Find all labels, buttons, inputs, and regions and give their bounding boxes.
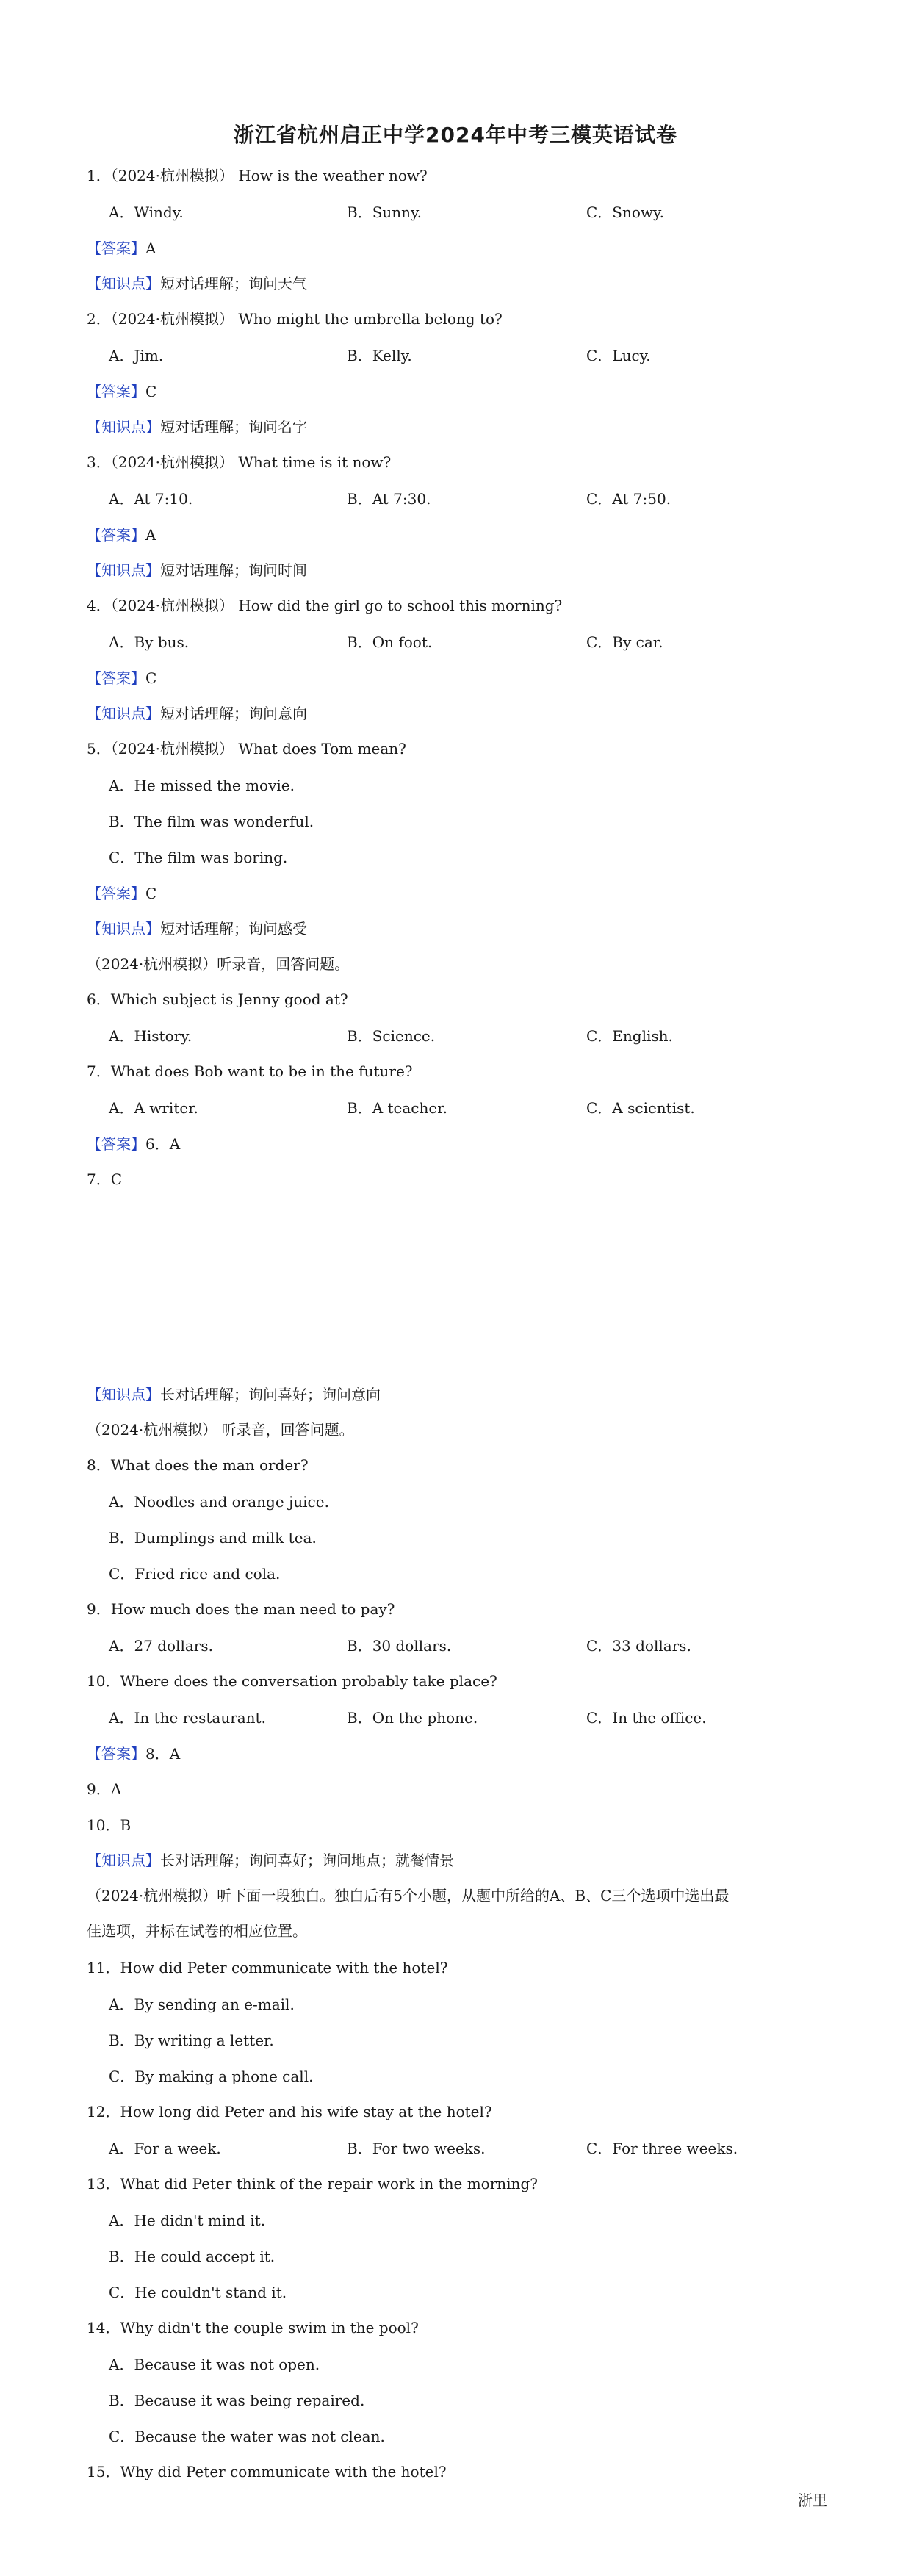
question-13-option-a: A．He didn't mind it.	[109, 2212, 266, 2229]
knowledge-tag: 【知识点】	[87, 561, 160, 579]
knowledge-tag: 【知识点】	[87, 418, 160, 436]
question-5-knowledge	[87, 919, 307, 938]
group-6-7-knowledge	[87, 1385, 381, 1404]
group-8-10-answer	[87, 1744, 180, 1763]
answer-value: C	[145, 383, 157, 400]
knowledge-value: 短对话理解；询问意向	[160, 705, 307, 722]
question-5-option-b: B．The film was wonderful.	[109, 813, 314, 830]
question-3-stem: 3．（2024·杭州模拟） What time is it now?	[87, 453, 392, 471]
question-14-option-c: C．Because the water was not clean.	[109, 2428, 385, 2445]
knowledge-tag: 【知识点】	[87, 705, 160, 722]
knowledge-tag: 【知识点】	[87, 1852, 160, 1869]
question-12-stem: 12．How long did Peter and his wife stay at the hotel?	[87, 2103, 492, 2120]
answer-tag: 【答案】	[87, 669, 145, 687]
answer-value: A	[145, 526, 156, 544]
question-11-option-b: B．By writing a letter.	[109, 2032, 274, 2049]
question-7-option-c: C．A scientist.	[586, 1099, 695, 1117]
question-4-option-c: C．By car.	[586, 633, 663, 651]
knowledge-value: 短对话理解；询问名字	[160, 418, 307, 436]
question-3-option-a: A．At 7:10.	[109, 490, 193, 508]
question-8-option-c: C．Fried rice and cola.	[109, 1565, 281, 1583]
question-2-option-b: B．Kelly.	[347, 347, 412, 364]
question-12-option-a: A．For a week.	[109, 2140, 221, 2157]
knowledge-value: 短对话理解；询问时间	[160, 561, 307, 579]
question-7-option-a: A．A writer.	[109, 1099, 198, 1117]
knowledge-value: 短对话理解；询问天气	[160, 275, 307, 292]
knowledge-tag: 【知识点】	[87, 1386, 160, 1403]
question-1-option-a: A．Windy.	[109, 204, 184, 221]
question-2-option-a: A．Jim.	[109, 347, 164, 364]
question-4-answer	[87, 669, 156, 688]
group-8-10-knowledge	[87, 1851, 454, 1870]
group-6-7-answer-2: 7．C	[87, 1170, 123, 1188]
question-6-option-a: A．History.	[109, 1027, 192, 1045]
question-11-option-a: A．By sending an e-mail.	[109, 1996, 295, 2013]
group-8-10-intro: （2024·杭州模拟） 听录音，回答问题。	[87, 1421, 354, 1439]
question-1-answer	[87, 239, 156, 258]
answer-value: A	[145, 240, 156, 257]
question-3-answer	[87, 525, 156, 544]
question-11-stem: 11．How did Peter communicate with the hotel?	[87, 1959, 448, 1976]
question-10-stem: 10．Where does the conversation probably take place?	[87, 1672, 497, 1690]
question-5-answer	[87, 884, 156, 903]
knowledge-value: 长对话理解；询问喜好；询问意向	[160, 1386, 381, 1403]
question-6-option-b: B．Science.	[347, 1027, 436, 1045]
question-8-option-a: A．Noodles and orange juice.	[109, 1493, 329, 1511]
answer-value: 6．A	[145, 1135, 181, 1153]
question-14-option-a: A．Because it was not open.	[109, 2356, 320, 2373]
question-8-option-b: B．Dumplings and milk tea.	[109, 1529, 317, 1547]
group-11-15-intro-line-2: 佳选项，并标在试卷的相应位置。	[87, 1922, 307, 1940]
question-9-option-b: B．30 dollars.	[347, 1637, 452, 1655]
question-1-option-b: B．Sunny.	[347, 204, 422, 221]
question-4-option-a: A．By bus.	[109, 633, 190, 651]
group-6-7-intro: （2024·杭州模拟）听录音，回答问题。	[87, 955, 350, 973]
group-11-15-intro-line-1: （2024·杭州模拟）听下面一段独白。独白后有5个小题，从题中所给的A、B、C三个选项中选出最	[87, 1887, 730, 1904]
group-8-10-answer-3: 10．B	[87, 1816, 132, 1834]
question-10-option-b: B．On the phone.	[347, 1709, 478, 1727]
question-2-option-c: C．Lucy.	[586, 347, 651, 364]
question-12-option-b: B．For two weeks.	[347, 2140, 486, 2157]
question-9-option-a: A．27 dollars.	[109, 1637, 213, 1655]
answer-value: C	[145, 885, 157, 902]
knowledge-value: 短对话理解；询问感受	[160, 920, 307, 938]
answer-value: C	[145, 669, 157, 687]
question-2-answer	[87, 382, 156, 401]
answer-tag: 【答案】	[87, 1135, 145, 1153]
question-7-stem: 7．What does Bob want to be in the future?	[87, 1062, 413, 1080]
answer-value: 8．A	[145, 1745, 181, 1763]
answer-tag: 【答案】	[87, 526, 145, 544]
question-6-stem: 6．Which subject is Jenny good at?	[87, 990, 348, 1008]
question-1-option-c: C．Snowy.	[586, 204, 665, 221]
page-footer: 浙里	[798, 2492, 827, 2509]
question-2-knowledge	[87, 417, 307, 436]
knowledge-tag: 【知识点】	[87, 920, 160, 938]
knowledge-tag: 【知识点】	[87, 275, 160, 292]
question-15-stem: 15．Why did Peter communicate with the hotel?	[87, 2463, 447, 2480]
answer-tag: 【答案】	[87, 240, 145, 257]
answer-tag: 【答案】	[87, 1745, 145, 1763]
question-10-option-a: A．In the restaurant.	[109, 1709, 266, 1727]
answer-tag: 【答案】	[87, 885, 145, 902]
question-3-knowledge	[87, 561, 307, 580]
knowledge-value: 长对话理解；询问喜好；询问地点；就餐情景	[160, 1852, 454, 1869]
question-3-option-c: C．At 7:50.	[586, 490, 671, 508]
question-9-option-c: C．33 dollars.	[586, 1637, 691, 1655]
question-3-option-b: B．At 7:30.	[347, 490, 431, 508]
question-9-stem: 9．How much does the man need to pay?	[87, 1600, 395, 1618]
question-12-option-c: C．For three weeks.	[586, 2140, 738, 2157]
question-2-stem: 2．（2024·杭州模拟） Who might the umbrella belong to?	[87, 310, 503, 328]
question-1-knowledge	[87, 274, 307, 293]
question-13-stem: 13．What did Peter think of the repair work in the morning?	[87, 2175, 538, 2192]
group-8-10-answer-2: 9．A	[87, 1780, 122, 1798]
question-14-option-b: B．Because it was being repaired.	[109, 2392, 365, 2409]
question-10-option-c: C．In the office.	[586, 1709, 707, 1727]
question-5-option-c: C．The film was boring.	[109, 849, 288, 866]
question-7-option-b: B．A teacher.	[347, 1099, 447, 1117]
question-11-option-c: C．By making a phone call.	[109, 2068, 314, 2085]
page-title: 浙江省杭州启正中学2024年中考三模英语试卷	[234, 123, 677, 147]
answer-tag: 【答案】	[87, 383, 145, 400]
question-5-option-a: A．He missed the movie.	[109, 777, 295, 794]
question-4-option-b: B．On foot.	[347, 633, 433, 651]
question-1-stem: 1．（2024·杭州模拟） How is the weather now?	[87, 167, 428, 184]
question-13-option-c: C．He couldn't stand it.	[109, 2284, 287, 2301]
question-5-stem: 5．（2024·杭州模拟） What does Tom mean?	[87, 740, 406, 758]
group-6-7-answer	[87, 1134, 180, 1154]
question-4-knowledge	[87, 704, 307, 723]
question-8-stem: 8．What does the man order?	[87, 1456, 309, 1474]
question-4-stem: 4．（2024·杭州模拟） How did the girl go to school this morning?	[87, 597, 563, 614]
question-14-stem: 14．Why didn't the couple swim in the pool?	[87, 2319, 419, 2336]
question-13-option-b: B．He could accept it.	[109, 2248, 276, 2265]
question-6-option-c: C．English.	[586, 1027, 673, 1045]
